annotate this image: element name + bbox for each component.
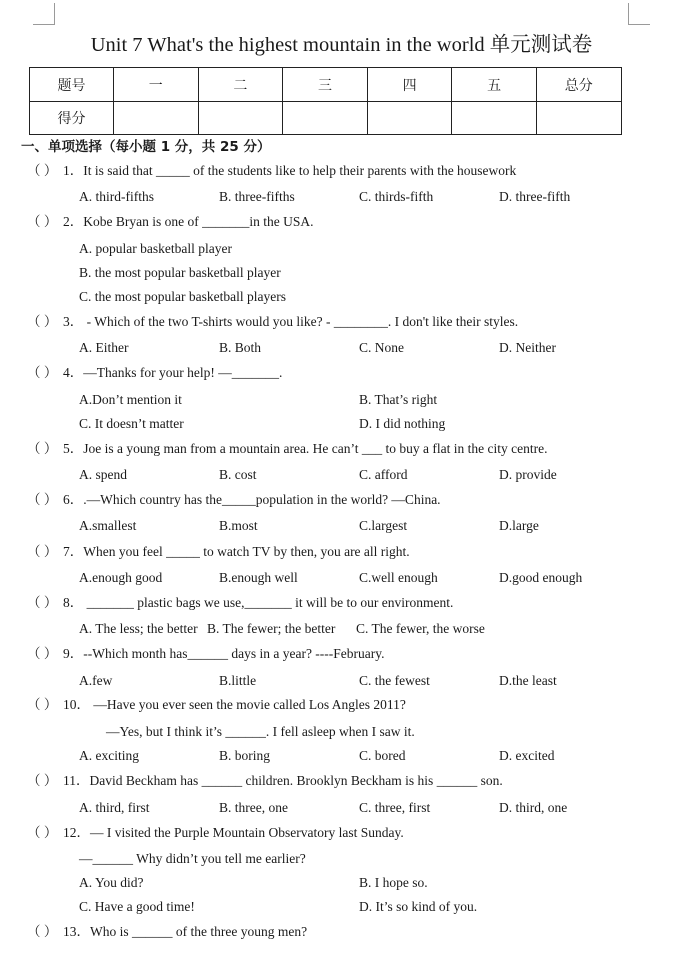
option-a: A. third, first xyxy=(79,800,150,815)
option-d: D. provide xyxy=(499,467,557,482)
question-text-continued: —Yes, but I think it’s ______. I fell asleep when I saw it. xyxy=(106,724,415,739)
option-b: B.enough well xyxy=(219,570,298,585)
option-b: B. I hope so. xyxy=(359,875,428,890)
option-a: A.enough good xyxy=(79,570,163,585)
crop-mark-top-right xyxy=(628,3,650,25)
option-c: C. Have a good time! xyxy=(79,899,195,914)
option-c: C. the most popular basketball players xyxy=(79,289,286,304)
question-text: 5．Joe is a young man from a mountain area. He can’t ___ to buy a flat in the city centre. xyxy=(63,441,548,456)
option-d: D. three-fifth xyxy=(499,189,571,204)
question-text: 10． —Have you ever seen the movie called Los Angles 2011? xyxy=(63,697,406,712)
option-d: D. excited xyxy=(499,748,555,763)
answer-blank[interactable]: （ ） xyxy=(27,595,58,610)
option-b: B.little xyxy=(219,673,257,688)
page-title: Unit 7 What's the highest mountain in the world 单元测试卷 xyxy=(90,34,593,56)
score-table-score-row xyxy=(30,102,622,135)
score-header-cell: 题号 xyxy=(30,68,114,102)
option-c: C.largest xyxy=(359,518,408,533)
score-cell[interactable] xyxy=(452,102,537,135)
option-b: B. That’s right xyxy=(359,392,438,407)
question-text: 6．.—Which country has the_____population in the world? —China. xyxy=(63,492,441,507)
option-d: D.good enough xyxy=(499,570,583,585)
score-cell[interactable] xyxy=(198,102,283,135)
option-d: D.the least xyxy=(499,673,557,688)
question-text-continued: —______ Why didn’t you tell me earlier? xyxy=(79,851,306,866)
option-a: A.Don’t mention it xyxy=(79,392,182,407)
score-header-cell: 五 xyxy=(452,68,537,102)
answer-blank[interactable]: （ ） xyxy=(27,697,58,712)
question-text: 7．When you feel _____ to watch TV by then, you are all right. xyxy=(63,544,410,559)
answer-blank[interactable]: （ ） xyxy=(27,214,58,229)
score-header-cell: 四 xyxy=(367,68,452,102)
question-text: 11．David Beckham has ______ children. Brooklyn Beckham is his ______ son. xyxy=(63,773,503,788)
option-a: A.smallest xyxy=(79,518,137,533)
option-a: A. You did? xyxy=(79,875,144,890)
question-text: 13．Who is ______ of the three young men? xyxy=(63,924,308,939)
answer-blank[interactable]: （ ） xyxy=(27,492,58,507)
option-c: C. afford xyxy=(359,467,408,482)
answer-blank[interactable]: （ ） xyxy=(27,924,58,939)
option-b: B. cost xyxy=(219,467,257,482)
score-header-cell: 二 xyxy=(198,68,283,102)
question-text: 4．—Thanks for your help! —_______. xyxy=(63,365,283,380)
option-c: C. None xyxy=(359,340,404,355)
option-a: A. third-fifths xyxy=(79,189,154,204)
option-b: B. the most popular basketball player xyxy=(79,265,281,280)
option-d: D. Neither xyxy=(499,340,556,355)
score-table-header-row xyxy=(30,68,622,102)
score-header-cell: 三 xyxy=(283,68,368,102)
question-text: 9．--Which month has______ days in a year? ----February. xyxy=(63,646,385,661)
question-text: 1．It is said that _____ of the students like to help their parents with the housework xyxy=(63,163,517,178)
option-d: D. third, one xyxy=(499,800,568,815)
option-c: C. bored xyxy=(359,748,406,763)
answer-blank[interactable]: （ ） xyxy=(27,646,58,661)
score-table xyxy=(29,67,622,135)
section-title: 一、单项选择（每小题 1 分，共 25 分） xyxy=(21,139,271,155)
score-cell[interactable] xyxy=(367,102,452,135)
crop-mark-top-left xyxy=(33,3,55,25)
option-b: B. three, one xyxy=(219,800,288,815)
option-c: C. thirds-fifth xyxy=(359,189,434,204)
option-d: D. It’s so kind of you. xyxy=(359,899,478,914)
option-b: B. The fewer; the better xyxy=(207,621,336,636)
option-b: B. three-fifths xyxy=(219,189,295,204)
answer-blank[interactable]: （ ） xyxy=(27,314,58,329)
option-a: A. spend xyxy=(79,467,127,482)
question-text: 2．Kobe Bryan is one of _______in the USA. xyxy=(63,214,314,229)
option-a: A. exciting xyxy=(79,748,139,763)
score-cell[interactable] xyxy=(114,102,199,135)
score-cell[interactable] xyxy=(283,102,368,135)
score-row-label: 得分 xyxy=(30,102,114,135)
option-a: A. popular basketball player xyxy=(79,241,232,256)
answer-blank[interactable]: （ ） xyxy=(27,365,58,380)
option-b: B. Both xyxy=(219,340,262,355)
option-d: D. I did nothing xyxy=(359,416,446,431)
question-text: 12．— I visited the Purple Mountain Observatory last Sunday. xyxy=(63,825,404,840)
option-b: B. boring xyxy=(219,748,271,763)
option-c: C. the fewest xyxy=(359,673,430,688)
option-c: C.well enough xyxy=(359,570,438,585)
answer-blank[interactable]: （ ） xyxy=(27,441,58,456)
score-header-cell: 总分 xyxy=(536,68,621,102)
answer-blank[interactable]: （ ） xyxy=(27,825,58,840)
option-a: A. Either xyxy=(79,340,129,355)
score-header-cell: 一 xyxy=(114,68,199,102)
option-a: A. The less; the better xyxy=(79,621,198,636)
answer-blank[interactable]: （ ） xyxy=(27,544,58,559)
option-c: C. three, first xyxy=(359,800,431,815)
answer-blank[interactable]: （ ） xyxy=(27,773,58,788)
answer-blank[interactable]: （ ） xyxy=(27,163,58,178)
question-text: 8． _______ plastic bags we use,_______ it will be to our environment. xyxy=(63,595,454,610)
option-b: B.most xyxy=(219,518,258,533)
option-a: A.few xyxy=(79,673,113,688)
option-c: C. It doesn’t matter xyxy=(79,416,184,431)
question-text: 3． - Which of the two T-shirts would you like? - ________. I don't like their styles. xyxy=(63,314,519,329)
option-d: D.large xyxy=(499,518,539,533)
option-c: C. The fewer, the worse xyxy=(356,621,485,636)
score-cell[interactable] xyxy=(536,102,621,135)
